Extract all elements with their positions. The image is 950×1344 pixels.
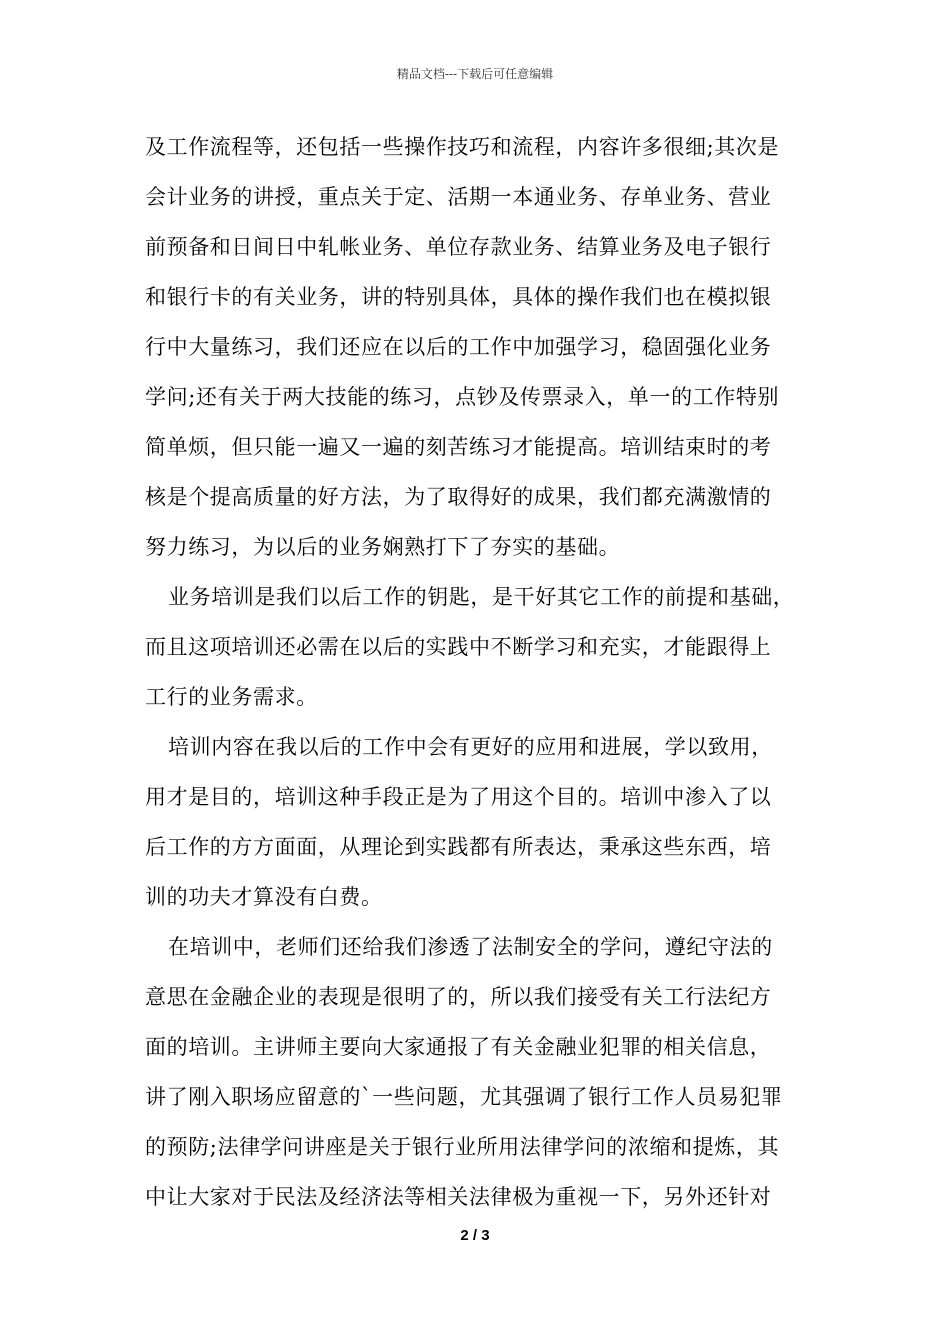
body-line: 意思在金融企业的表现是很明了的，所以我们接受有关工行法纪方 xyxy=(145,985,772,1009)
page-number: 2 / 3 xyxy=(460,1227,490,1244)
body-line: 中让大家对于民法及经济法等相关法律极为重视一下，另外还针对 xyxy=(145,1185,772,1209)
body-line: 后工作的方方面面，从理论到实践都有所表达，秉承这些东西，培 xyxy=(145,835,772,859)
paragraph-first-line: 在培训中，老师们还给我们渗透了法制安全的学问，遵纪守法的 xyxy=(168,935,773,959)
body-line: 讲了刚入职场应留意的`一些问题，尤其强调了银行工作人员易犯罪 xyxy=(145,1085,783,1109)
body-line: 前预备和日间日中轧帐业务、单位存款业务、结算业务及电子银行 xyxy=(145,235,772,259)
body-line: 学问;还有关于两大技能的练习，点钞及传票录入，单一的工作特别 xyxy=(145,385,780,409)
body-line: 努力练习，为以后的业务娴熟打下了夯实的基础。 xyxy=(145,535,621,559)
body-line: 简单烦，但只能一遍又一遍的刻苦练习才能提高。培训结束时的考 xyxy=(145,435,772,459)
body-line: 行中大量练习，我们还应在以后的工作中加强学习，稳固强化业务 xyxy=(145,335,772,359)
body-line: 的预防;法律学问讲座是关于银行业所用法律学问的浓缩和提炼，其 xyxy=(145,1135,780,1159)
body-line: 和银行卡的有关业务，讲的特别具体，具体的操作我们也在模拟银 xyxy=(145,285,772,309)
body-line: 及工作流程等，还包括一些操作技巧和流程，内容许多很细;其次是 xyxy=(145,135,780,159)
body-line: 用才是目的，培训这种手段正是为了用这个目的。培训中渗入了以 xyxy=(145,785,772,809)
body-line: 会计业务的讲授，重点关于定、活期一本通业务、存单业务、营业 xyxy=(145,185,772,209)
body-line: 核是个提高质量的好方法，为了取得好的成果，我们都充满激情的 xyxy=(145,485,772,509)
page-header: 精品文档---下载后可任意编辑 xyxy=(396,67,554,81)
paragraph-first-line: 培训内容在我以后的工作中会有更好的应用和进展，学以致用， xyxy=(168,735,773,759)
body-line: 面的培训。主讲师主要向大家通报了有关金融业犯罪的相关信息， xyxy=(145,1035,772,1059)
body-line: 训的功夫才算没有白费。 xyxy=(145,885,383,909)
body-line: 工行的业务需求。 xyxy=(145,685,318,709)
body-line: 而且这项培训还必需在以后的实践中不断学习和充实，才能跟得上 xyxy=(145,635,772,659)
paragraph-first-line: 业务培训是我们以后工作的钥匙，是干好其它工作的前提和基础， xyxy=(168,585,795,609)
